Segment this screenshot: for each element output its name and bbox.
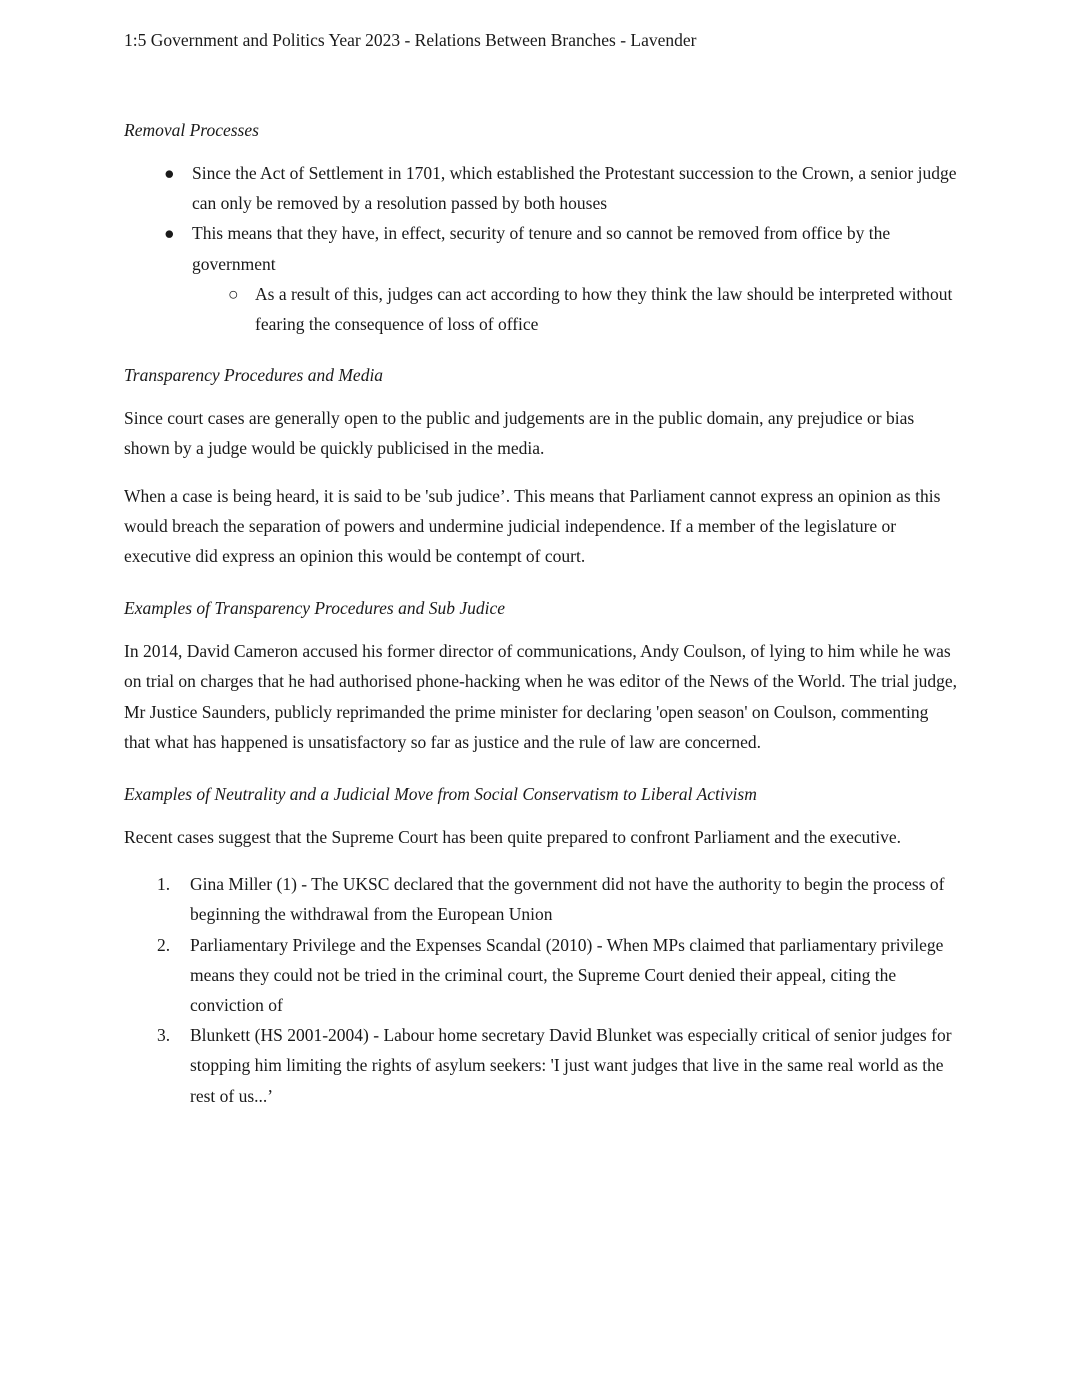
list-item [192, 279, 958, 339]
heading-examples-neutrality: Examples of Neutrality and a Judicial Move from Social Conservatism to Liberal Activism [124, 784, 757, 805]
list-item [124, 158, 958, 218]
heading-transparency-procedures-and-media: Transparency Procedures and Media [124, 365, 384, 386]
list-item-text: This means that they have, in effect, security of tenure and so cannot be removed from office by the government [192, 223, 891, 274]
bullet-marker-icon: ● [164, 163, 175, 183]
list-item [124, 218, 958, 339]
list-item-text: Gina Miller (1) - The UKSC declared that the government did not have the authority to begin the process of beginning the withdrawal from the European Union [190, 874, 945, 925]
list-item-text: Blunkett (HS 2001-2004) - Labour home secretary David Blunket was especially critical of senior judges for stopping him limiting the rights of asylum seekers: 'I just want judges that live in the same real world as the rest of us...’ [190, 1025, 952, 1106]
paragraph: Recent cases suggest that the Supreme Court has been quite prepared to confront Parliament and the executive. [124, 827, 902, 848]
heading-examples-transparency-sub-judice: Examples of Transparency Procedures and Sub Judice [124, 598, 506, 619]
neutrality-numbered-list [124, 869, 958, 1111]
list-number: 3. [157, 1025, 171, 1046]
list-item-text: As a result of this, judges can act according to how they think the law should be interpreted without fearing the consequence of loss of office [255, 283, 953, 335]
removal-processes-bullet-list [124, 158, 958, 339]
list-item [124, 1020, 958, 1111]
list-item-text: Since the Act of Settlement in 1701, which established the Protestant succession to the Crown, a senior judge can only be removed by a resolution passed by both houses [192, 163, 957, 214]
paragraph: When a case is being heard, it is said to be 'sub judice’. This means that Parliament cannot express an opinion as this would breach the separation of powers and undermine judicial independence. If a member of the legislature or executive did express an opinion this would be contempt of court. [124, 485, 941, 567]
bullet-marker-icon: ● [164, 223, 175, 244]
nested-bullet-list [192, 279, 958, 339]
hollow-bullet-marker-icon: ○ [228, 283, 239, 304]
list-number: 1. [157, 874, 171, 895]
paragraph: Since court cases are generally open to the public and judgements are in the public domain, any prejudice or bias shown by a judge would be quickly publicised in the media. [124, 408, 915, 459]
document-header: 1:5 Government and Politics Year 2023 - Relations Between Branches - Lavender [124, 30, 697, 50]
list-item-text: Parliamentary Privilege and the Expenses Scandal (2010) - When MPs claimed that parliamentary privilege means they could not be tried in the criminal court, the Supreme Court denied their appeal, citing the conviction of [190, 934, 944, 1016]
list-number: 2. [157, 934, 171, 955]
heading-removal-processes: Removal Processes [124, 120, 259, 140]
paragraph: In 2014, David Cameron accused his former director of communications, Andy Coulson, of lying to him while he was on trial on charges that he had authorised phone-hacking when he was editor of the News of the World. The trial judge, Mr Justice Saunders, publicly reprimanded the prime minister for declaring 'open season' on Coulson, commenting that what has happened is unsatisfactory so far as justice and the rule of law are concerned. [124, 641, 958, 752]
document-body [124, 116, 958, 1121]
list-item [124, 930, 958, 1021]
list-item [124, 869, 958, 929]
